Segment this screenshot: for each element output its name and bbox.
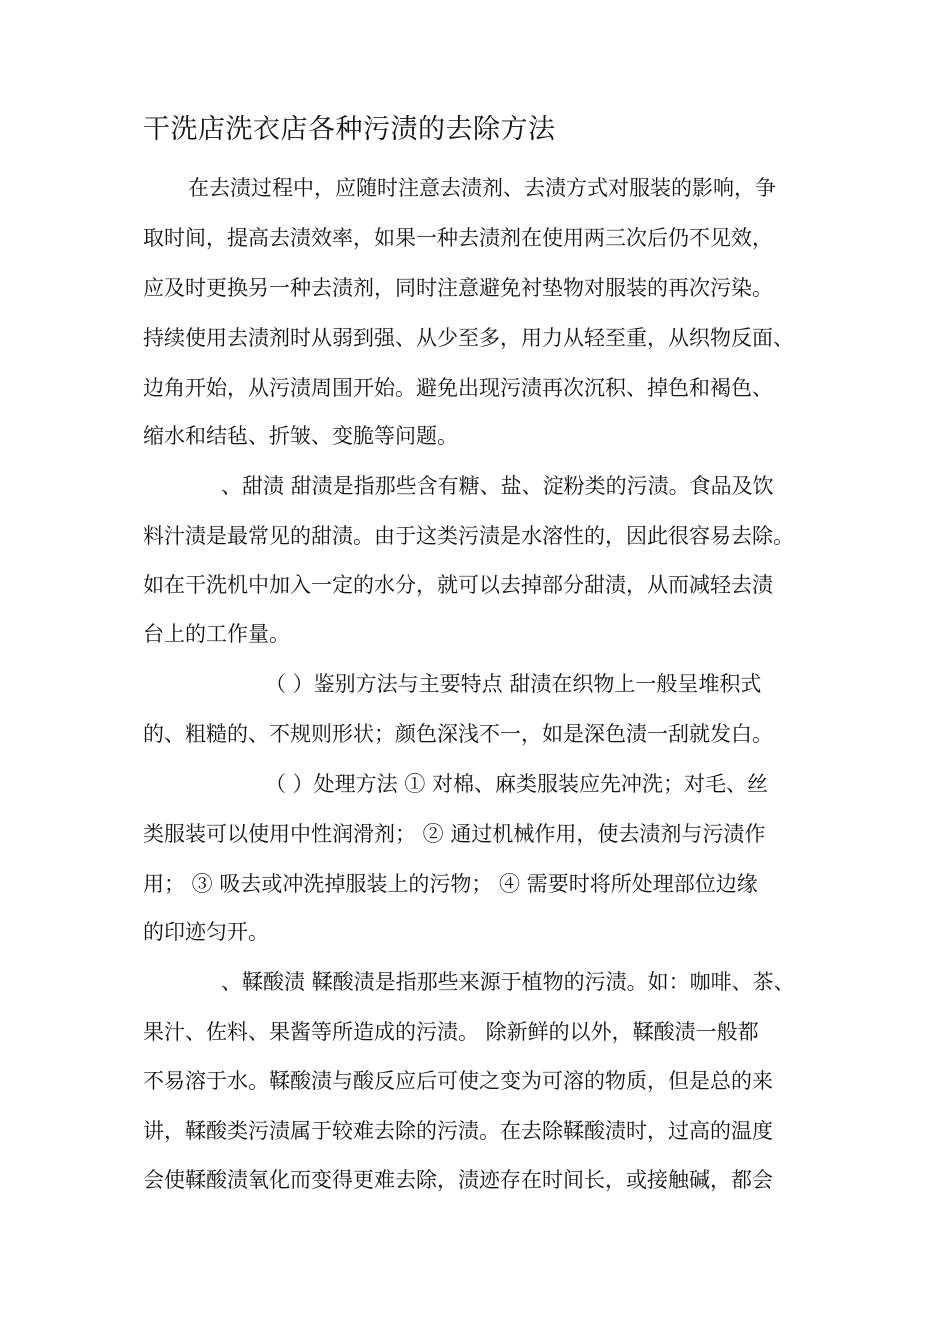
paragraph-line: 取时间，提高去渍效率，如果一种去渍剂在使用两三次后仍不见效， (143, 226, 773, 250)
paragraph-line: 应及时更换另一种去渍剂，同时注意避免衬垫物对服装的再次污染。 (143, 276, 773, 300)
paragraph-line: 台上的工作量。 (143, 622, 290, 646)
paragraph-line: 类服装可以使用中性润滑剂； ② 通过机械作用，使去渍剂与污渍作 (143, 822, 766, 846)
paragraph-line: 的、粗糙的、不规则形状；颜色深浅不一，如是深色渍一刮就发白。 (143, 722, 773, 746)
paragraph-line: 在去渍过程中，应随时注意去渍剂、去渍方式对服装的影响，争 (188, 176, 776, 200)
paragraph-line: 如在干洗机中加入一定的水分，就可以去掉部分甜渍，从而减轻去渍 (143, 573, 773, 597)
document-title: 干洗店洗衣店各种污渍的去除方法 (143, 114, 556, 145)
paragraph-line: 、鞣酸渍 鞣酸渍是指那些来源于植物的污渍。如：咖啡、茶、 (221, 970, 795, 994)
paragraph-line: 会使鞣酸渍氧化而变得更难去除，渍迹存在时间长，或接触碱，都会 (143, 1168, 773, 1192)
paragraph-line: 持续使用去渍剂时从弱到强、从少至多，用力从轻至重，从织物反面、 (143, 326, 794, 350)
paragraph-line: 果汁、佐料、果酱等所造成的污渍。 除新鲜的以外，鞣酸渍一般都 (143, 1020, 759, 1044)
paragraph-line: 用； ③ 吸去或冲洗掉服装上的污物； ④ 需要时将所处理部位边缘 (143, 872, 758, 896)
paragraph-line: 料汁渍是最常见的甜渍。由于这类污渍是水溶性的，因此很容易去除。 (143, 524, 794, 548)
paragraph-line: 讲，鞣酸类污渍属于较难去除的污渍。在去除鞣酸渍时，过高的温度 (143, 1119, 773, 1143)
paragraph-line: 边角开始，从污渍周围开始。避免出现污渍再次沉积、掉色和褐色、 (143, 376, 773, 400)
paragraph-line: 、甜渍 甜渍是指那些含有糖、盐、淀粉类的污渍。食品及饮 (221, 474, 774, 498)
paragraph-line: （ ）鉴别方法与主要特点 甜渍在织物上一般呈堆积式 (265, 672, 762, 696)
paragraph-line: 不易溶于水。鞣酸渍与酸反应后可使之变为可溶的物质，但是总的来 (143, 1069, 773, 1093)
paragraph-line: 的印迹匀开。 (143, 920, 269, 944)
paragraph-line: 缩水和结毡、折皱、变脆等问题。 (143, 424, 458, 448)
paragraph-line: （ ）处理方法 ① 对棉、麻类服装应先冲洗；对毛、丝 (265, 772, 769, 796)
